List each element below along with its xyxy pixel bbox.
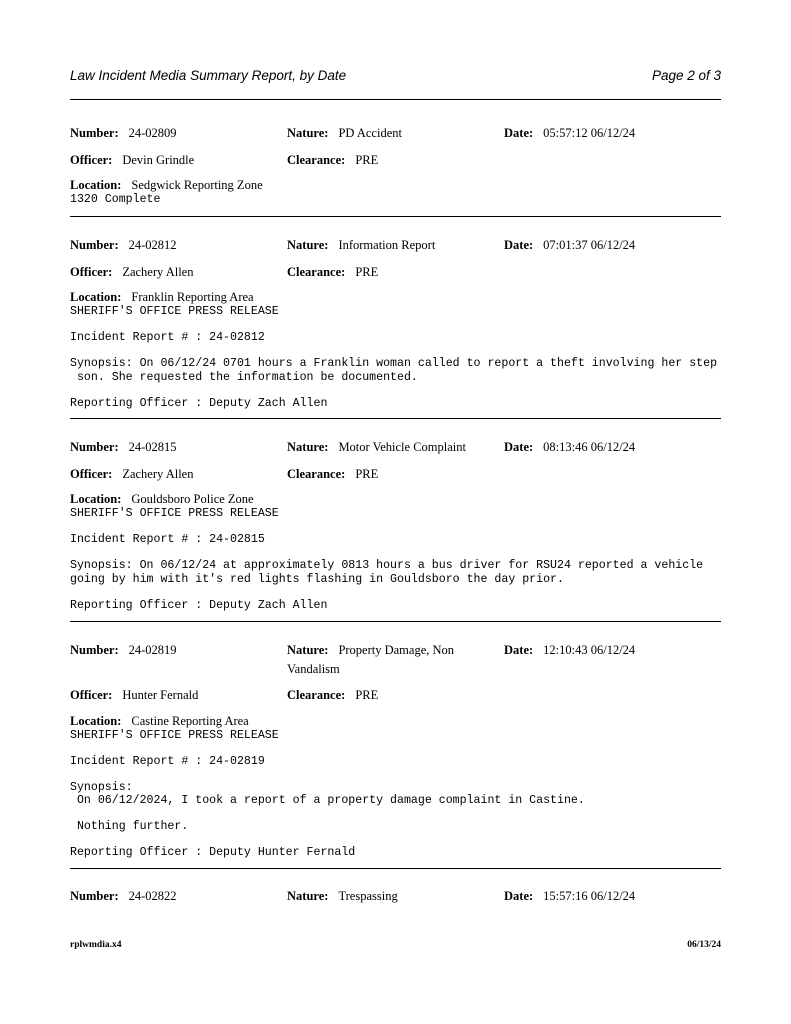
- press-release-heading: SHERIFF'S OFFICE PRESS RELEASE: [70, 728, 279, 742]
- incident-record: [70, 124, 721, 207]
- nature-label: Nature:: [287, 643, 329, 657]
- number-label: Number:: [70, 126, 119, 140]
- reporting-officer: Reporting Officer : Deputy Hunter Fernald: [70, 846, 356, 859]
- incident-number: 24-02815: [128, 440, 177, 454]
- incident-record: [70, 641, 721, 860]
- officer-label: Officer:: [70, 688, 113, 702]
- incident-nature: Information Report: [338, 238, 436, 252]
- officer-label: Officer:: [70, 152, 113, 167]
- header-divider: [70, 99, 721, 100]
- incident-report-number: Incident Report # : 24-02812: [70, 331, 265, 344]
- number-label: Number:: [70, 889, 119, 903]
- location-label: Location:: [70, 290, 122, 304]
- number-label: Number:: [70, 238, 119, 252]
- number-label: Number:: [70, 643, 119, 657]
- report-code: rplwmdia.x4: [70, 940, 122, 950]
- date-label: Date:: [504, 126, 534, 140]
- date-label: Date:: [504, 238, 534, 252]
- clearance-label: Clearance:: [287, 466, 346, 481]
- incident-nature: Trespassing: [338, 889, 398, 903]
- incident-number: 24-02822: [128, 889, 177, 903]
- press-release-heading: SHERIFF'S OFFICE PRESS RELEASE: [70, 305, 279, 318]
- incident-record: [70, 236, 721, 410]
- officer-label: Officer:: [70, 264, 113, 279]
- date-label: Date:: [504, 643, 534, 657]
- incident-officer: Zachery Allen: [122, 264, 194, 279]
- location-label: Location:: [70, 713, 122, 728]
- clearance-label: Clearance:: [287, 152, 346, 167]
- nature-label: Nature:: [287, 440, 329, 454]
- record-divider: [70, 216, 721, 217]
- incident-officer: Hunter Fernald: [122, 688, 199, 702]
- nature-label: Nature:: [287, 126, 329, 140]
- record-divider: [70, 621, 721, 622]
- clearance-label: Clearance:: [287, 688, 346, 702]
- date-label: Date:: [504, 440, 534, 454]
- incident-report-number: Incident Report # : 24-02815: [70, 533, 265, 546]
- date-label: Date:: [504, 889, 534, 903]
- incident-synopsis: Synopsis: On 06/12/24 0701 hours a Franklin woman called to report a theft involving her step son. She requested the information be documented.: [70, 357, 718, 384]
- incident-number: 24-02809: [128, 126, 177, 140]
- report-page: [70, 0, 721, 1024]
- report-header: [70, 68, 721, 86]
- incident-further: Nothing further.: [70, 820, 189, 833]
- clearance-label: Clearance:: [287, 264, 346, 279]
- incident-officer: Devin Grindle: [122, 152, 195, 167]
- page-number: Page 2 of 3: [651, 68, 721, 83]
- incident-record: [70, 887, 721, 914]
- reporting-officer: Reporting Officer : Deputy Zach Allen: [70, 598, 328, 612]
- incident-date: 07:01:37 06/12/24: [543, 238, 636, 252]
- reporting-officer: Reporting Officer : Deputy Zach Allen: [70, 396, 328, 410]
- nature-label: Nature:: [287, 889, 329, 903]
- incident-synopsis: Synopsis: On 06/12/24 at approximately 0813 hours a bus driver for RSU24 reported a vehicle going by him with it's red lights flashing in Gouldsboro the day prior.: [70, 559, 704, 586]
- incident-date: 15:57:16 06/12/24: [543, 889, 636, 903]
- incident-nature: Property Damage, Non Vandalism: [287, 643, 455, 676]
- incident-date: 08:13:46 06/12/24: [543, 440, 636, 454]
- incident-record: [70, 438, 721, 612]
- incident-officer: Zachery Allen: [122, 466, 194, 481]
- incident-synopsis: Synopsis: On 06/12/2024, I took a report of a property damage complaint in Castine.: [70, 780, 585, 807]
- location-label: Location:: [70, 492, 122, 506]
- report-title: Law Incident Media Summary Report, by Date: [70, 68, 347, 83]
- record-divider: [70, 418, 721, 419]
- nature-label: Nature:: [287, 238, 329, 252]
- incident-location: Castine Reporting Area: [131, 713, 249, 728]
- incident-report-number: Incident Report # : 24-02819: [70, 754, 265, 768]
- incident-date: 05:57:12 06/12/24: [543, 126, 636, 140]
- press-release-heading: SHERIFF'S OFFICE PRESS RELEASE: [70, 507, 279, 520]
- incident-clearance: PRE: [355, 264, 379, 279]
- incident-clearance: PRE: [355, 152, 379, 167]
- incident-nature: Motor Vehicle Complaint: [338, 440, 466, 454]
- officer-label: Officer:: [70, 466, 113, 481]
- incident-location: Sedgwick Reporting Zone: [131, 178, 263, 192]
- location-label: Location:: [70, 178, 122, 192]
- incident-number: 24-02812: [128, 238, 177, 252]
- incident-location: Franklin Reporting Area: [131, 290, 254, 304]
- print-date: 06/13/24: [687, 940, 721, 950]
- record-divider: [70, 868, 721, 869]
- incident-number: 24-02819: [128, 643, 177, 657]
- incident-nature: PD Accident: [338, 126, 402, 140]
- incident-clearance: PRE: [355, 688, 379, 702]
- incident-clearance: PRE: [355, 466, 379, 481]
- incident-note: 1320 Complete: [70, 193, 161, 206]
- incident-date: 12:10:43 06/12/24: [543, 643, 636, 657]
- incident-location: Gouldsboro Police Zone: [131, 492, 254, 506]
- number-label: Number:: [70, 440, 119, 454]
